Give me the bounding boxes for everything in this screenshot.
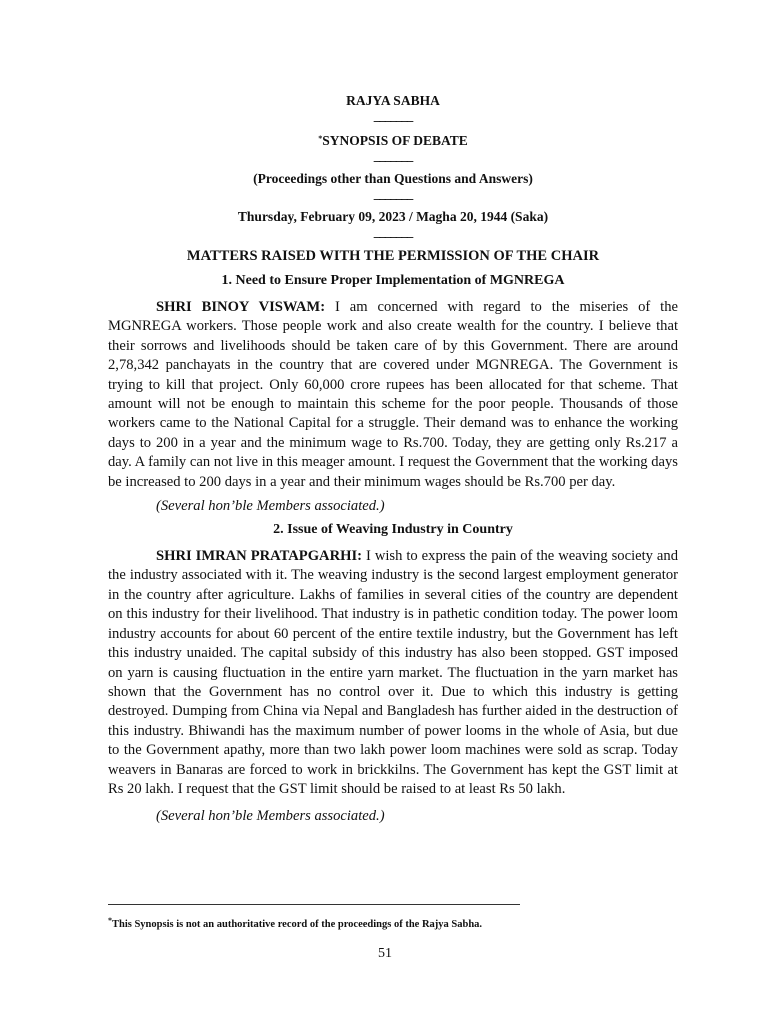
- speaker-name: SHRI IMRAN PRATAPGARHI:: [156, 548, 363, 565]
- header-rule: _______: [373, 148, 413, 163]
- house-name: RAJYA SABHA: [346, 93, 440, 108]
- footnote: [108, 916, 482, 930]
- footnote-marker: *: [108, 916, 112, 925]
- header-rule: _______: [373, 224, 413, 239]
- speech-text: I wish to express the pain of the weaving society and the industry associated with it. The weaving industry is the second largest employment generator in the country after agriculture. Lakhs of families in several cities of the country are dependent on this industry for their livelihood. That industry is in pathetic condition today. The power loom industry accounts for about 60 percent of the entire textile industry, but the Government has left this industry unaided. The capital subsidy of this industry has also been stopped. GST imposed on yarn is causing fluctuation in the entire yarn market. The fluctuation in the yarn market has shown that the Government has no control over it. Due to which this industry is getting destroyed. Dumping from China via Nepal and Bangladesh has further aided in the destruction of this industry. Bhiwandi has the maximum number of power looms in the whole of Asia, but due to the Government apathy, more than two lakh power loom machines were sold as scrap. Today weavers in Banaras are forced to work in brickkilns. The Government has kept the GST limit at Rs 20 lakh. I request that the GST limit should be raised to at least Rs 50 lakh.: [108, 548, 678, 797]
- footnote-divider: [108, 904, 520, 905]
- header-rule: _______: [373, 186, 413, 201]
- speaker-name: SHRI BINOY VISWAM:: [156, 299, 326, 315]
- debate-date: Thursday, February 09, 2023 / Magha 20, 1944 (Saka): [237, 209, 549, 224]
- section-title: MATTERS RAISED WITH THE PERMISSION OF THE CHAIR: [186, 248, 600, 264]
- speech-text: I am concerned with regard to the miseries of the MGNREGA workers. Those people work and also create wealth for the country. I believe that their sorrows and livelihoods should be taken care of by this Government. There are around 2,78,342 panchayats in the country that are covered under MGNREGA. The Government is trying to kill that project. Only 60,000 crore rupees has been allocated for that scheme. That amount will not be enough to maintain this scheme for the poor people. Thousands of those workers came to the National Capital for a struggle. Their demand was to enhance the working days to 200 in a year and the minimum wage to Rs.700. Today, they are getting only Rs.217 a day. A family can not live in this meager amount. I request the Government that the working days be increased to 200 days in a year and their minimum wages should be Rs.700 per day.: [108, 299, 678, 490]
- header-rule: _______: [373, 108, 413, 123]
- matter-title: 1. Need to Ensure Proper Implementation of MGNREGA: [221, 273, 565, 288]
- synopsis-title: [108, 131, 678, 149]
- associated-note: (Several hon’ble Members associated.): [156, 808, 385, 825]
- matter-title: 2. Issue of Weaving Industry in Country: [273, 522, 513, 538]
- associated-note: (Several hon’ble Members associated.): [156, 498, 385, 515]
- matter-speech: [108, 547, 678, 799]
- document-page: [108, 0, 678, 826]
- synopsis-text: SYNOPSIS OF DEBATE: [322, 133, 468, 148]
- page-number: 51: [378, 946, 392, 961]
- footnote-text: This Synopsis is not an authoritative record of the proceedings of the Rajya Sabha.: [112, 919, 483, 930]
- matter-speech: [108, 298, 678, 492]
- synopsis-marker: *: [318, 134, 323, 143]
- proceedings-subtitle: (Proceedings other than Questions and Answers): [253, 171, 533, 186]
